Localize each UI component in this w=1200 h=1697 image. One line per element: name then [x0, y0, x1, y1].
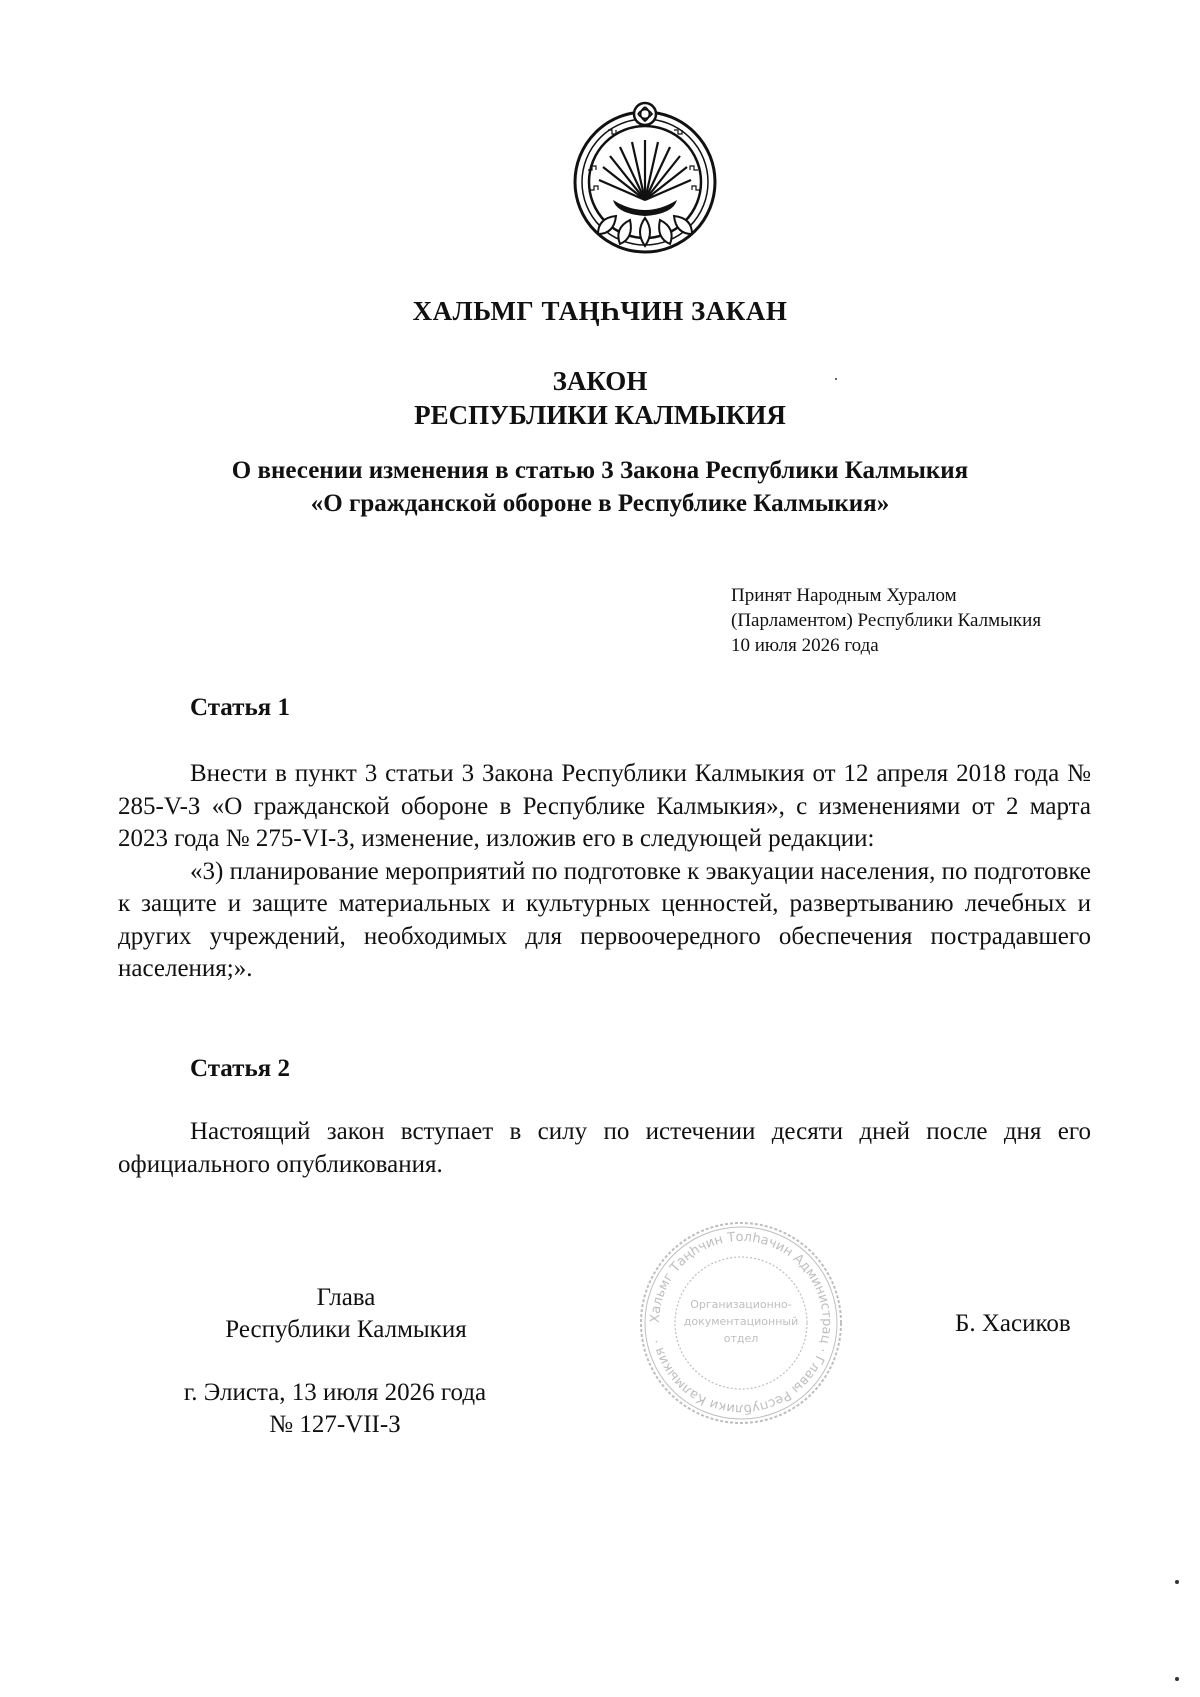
- adoption-note: [731, 583, 1041, 658]
- law-subject-line1: О внесении изменения в статью 3 Закона Республики Калмыкия: [231, 457, 969, 484]
- signatory-name: Б. Хасиков: [955, 1310, 1071, 1337]
- law-subject-line2: «О гражданской обороне в Республике Калмыкия»: [310, 490, 890, 517]
- article-2-paragraph: Настоящий закон вступает в силу по истечении десяти дней после дня его официального опубликования.: [118, 1118, 1091, 1178]
- article-1-paragraph: Внести в пункт 3 статьи 3 Закона Республики Калмыкия от 12 апреля 2018 года № 285-V-З «О гражданской обороне в Республике Калмыкия», с изменениями от 2 марта 2023 года № 275-VI-З, изменение, изложив его в следующей редакции:: [118, 760, 1091, 852]
- article-1-heading: Статья 1: [190, 694, 290, 721]
- stamp-inner-line3: отдел: [723, 1332, 759, 1345]
- signatory-position: [196, 1282, 496, 1346]
- position-line2: Республики Калмыкия: [225, 1316, 467, 1343]
- signing-place-date: г. Элиста, 13 июля 2026 года: [183, 1379, 487, 1406]
- scan-speck: [1175, 1677, 1179, 1681]
- kalmyk-law-title: ХАЛЬМГ ТАҢҺЧИН ЗАКАН: [412, 296, 788, 326]
- coat-of-arms-emblem: [568, 100, 722, 258]
- law-number: № 127-VII-З: [269, 1411, 401, 1438]
- stamp-inner-line2: документационный: [683, 1315, 799, 1328]
- law-title: [0, 364, 1200, 432]
- article-1-quoted-text: «3) планирование мероприятий по подготовке к эвакуации населения, по подготовке к защите и защите материальных и культурных ценностей, развертыванию лечебных и других учреждений, необходимых для первоочередного обеспечения пострадавшего населения;».: [118, 857, 1091, 982]
- article-2-body: [118, 1116, 1091, 1181]
- adoption-line2: (Парламентом) Республики Калмыкия: [731, 610, 1042, 631]
- position-line1: Глава: [316, 1284, 376, 1311]
- law-title-line1: ЗАКОН: [552, 366, 648, 396]
- place-and-date: [155, 1377, 515, 1441]
- official-stamp: [636, 1218, 846, 1428]
- article-2-heading: Статья 2: [190, 1055, 290, 1082]
- adoption-line1: Принят Народным Хуралом: [731, 585, 957, 606]
- law-subject: [0, 454, 1200, 520]
- stamp-outer-textpath: Хальмг Таңһчин Толһачин Администрац · Главы Республики Калмыкия ·: [647, 1229, 835, 1417]
- stamp-inner-line1: Организационно-: [690, 1298, 792, 1311]
- scan-speck: [835, 378, 837, 380]
- law-title-line2: РЕСПУБЛИКИ КАЛМЫКИЯ: [414, 400, 786, 430]
- scan-speck: [1175, 1580, 1179, 1584]
- article-1-body: [118, 758, 1091, 986]
- adoption-date: 10 июля 2026 года: [731, 635, 879, 656]
